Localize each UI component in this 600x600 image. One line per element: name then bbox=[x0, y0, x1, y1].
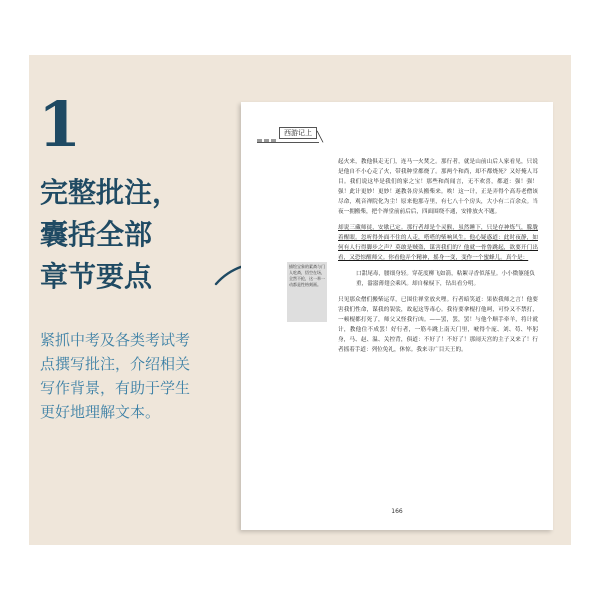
description-line: 点撰写批注，介绍相关 bbox=[40, 355, 191, 373]
feature-headline bbox=[40, 172, 220, 298]
feature-description bbox=[40, 328, 220, 424]
headline-line: 囊括全部 bbox=[40, 218, 153, 251]
text-column bbox=[338, 157, 538, 361]
header-slash-icon: ╲ bbox=[317, 132, 324, 143]
page-header-title: 西游记上 bbox=[279, 127, 317, 139]
description-line: 紧抓中考及各类考试考 bbox=[40, 331, 191, 349]
page-number: 166 bbox=[391, 508, 403, 515]
book-page bbox=[241, 102, 553, 530]
body-paragraph-annotated: 却说三藏师徒，安歇已定。那行者却是个灵猴，虽然睡下，只是存神炼气，朦胧着醒眼。忽听得外面不住的人走，嗒嗒的柴响风生。他心疑惑道：此时夜静，如何有人行得脚步之声？莫敢是贼盗，谋害我们的？他就一骨鲁跳起，欲要开门出看，又恐惊醒师父。你看他弄个精神，摇身一变，变作一个蜜蜂儿。真个是： bbox=[338, 225, 538, 261]
header-rule bbox=[257, 142, 319, 143]
body-paragraph: 起火来，教他俱走无门，连马一火焚之。那行者，就是山前山后人家看见，只说是他自不小心走了火，带我种堂都烧了。那两个和尚，却不都烧死？又好掩人耳目。我们说这毕是我们的家之宝！那些和尚闻言，无不欢喜，都道：强！强！强！此计更妙！更妙！遂教各房头搬柴来。唉！这一计，正是弄得个高寿老僧该尽命，观音禅院化为尘！原来他那寺里，有七八十个房头，大小有二百余众。当夜一拥搬柴，把个禅堂前前后后，四面围绕不通，安排放火不题。 bbox=[338, 159, 538, 215]
margin-annotation: 描绘宝象的素斋与门人吃斋，悟空在场，全然不抢，这一举一动都是性格刻画。 bbox=[287, 262, 327, 322]
description-line: 更好地理解文本。 bbox=[40, 403, 161, 421]
body-paragraph: 只见那众僧们搬柴运草，已围住禅堂放火哩。行者暗笑道：果依我师之言！他要害我们性命，谋我的袈裟，故起这等毒心。我待要拿棍打他呵，可怜又不禁打，一顿棍都打死了，师父又怪我行凶。——罢，罢，罢！与他个顺手牵羊，将计就计，教他住不成罢！好行者，一筋斗跳上南天门里，唬得个庞、刘、苟、毕躬身，马、赵、温、关控背，俱道：不好了！不好了！那闹天宫的主子又来了！行者摇着手道：列位免礼，休惊。我来寻广目天王的。 bbox=[338, 297, 538, 353]
headline-line: 章节要点 bbox=[40, 260, 153, 293]
description-line: 写作背景，有助于学生 bbox=[40, 379, 191, 397]
feature-number: 1 bbox=[38, 88, 82, 161]
poem-block: 口甜尾毒，腰细身轻。穿花度柳飞如箭，粘絮寻香似落星。小小微躯能负重，嚣嚣薄翅会乘风。却自椽棂下，钻出看分明。 bbox=[356, 271, 536, 287]
headline-line: 完整批注， bbox=[40, 176, 181, 209]
